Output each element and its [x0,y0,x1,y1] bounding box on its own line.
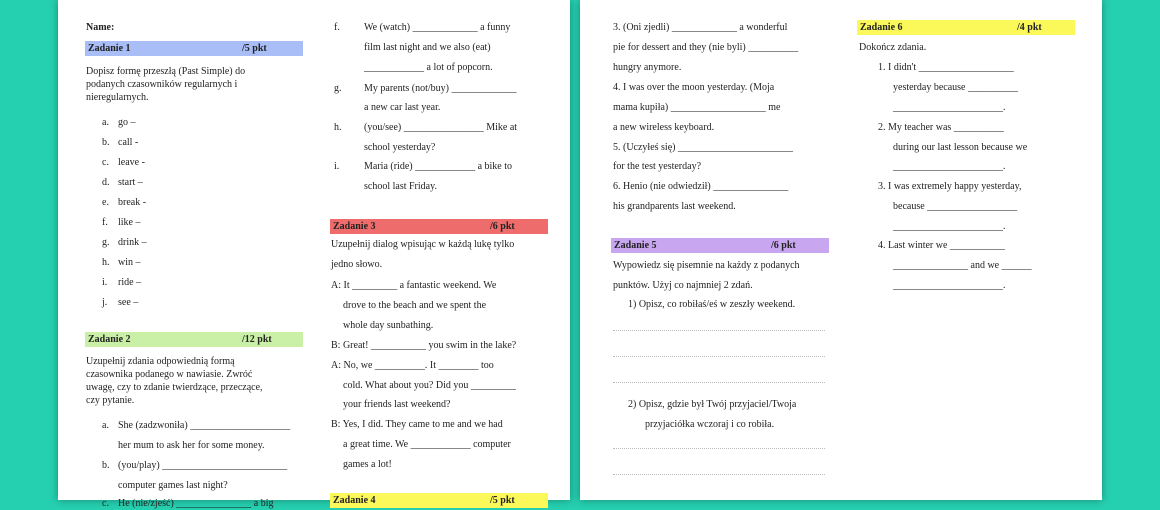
zadanie-2-instruction-line: uwagę, czy to zdanie twierdzące, przeczące, [86,382,263,393]
dialog-line: whole day sunbathing. [343,320,434,331]
list-item-letter: a. [102,420,109,431]
list-item: like – [118,217,141,228]
exercise-line: _______________ and we ______ [893,260,1032,271]
exercise-line: My parents (not/buy) _____________ [364,83,517,94]
exercise-line: (you/see) ________________ Mike at [364,122,518,133]
zadanie-6-points: /4 pkt [1017,22,1042,33]
list-item: win – [118,257,141,268]
list-item-letter: a. [102,117,109,128]
zadanie-2-instruction-line: czasownika podanego w nawiasie. Zwróć [86,369,253,380]
list-item-letter: c. [102,498,109,509]
name-label: Name: [86,22,115,33]
exercise-line: 3. I was extremely happy yesterday, [878,181,1022,192]
list-item-letter: b. [102,460,110,471]
exercise-line: ______________________. [893,221,1006,232]
exercise-line: ____________ a lot of popcorn. [364,62,493,73]
exercise-line: mama kupiła) ___________________ me [613,102,781,113]
exercise-line: hungry anymore. [613,62,682,73]
dialog-line: A: It _________ a fantastic weekend. We [331,280,497,291]
zadanie-4-header [330,493,548,508]
zadanie-4-title: Zadanie 4 [333,495,376,506]
exercise-line: 1. I didn't ___________________ [878,62,1014,73]
list-item: break - [118,197,147,208]
zadanie-2-instruction-line: Uzupełnij zdania odpowiednią formą [86,356,235,367]
zadanie-1-instruction-line: nieregularnych. [86,92,149,103]
answer-line [613,382,825,383]
zadanie-2-header [85,332,303,347]
exercise-line: 5. (Uczyłeś się) _______________________ [613,142,793,153]
list-item-letter: h. [102,257,110,268]
answer-line [613,330,825,331]
dialog-line: A: No, we __________. It ________ too [331,360,494,371]
zadanie-2-title: Zadanie 2 [88,334,131,345]
zadanie-3-instruction-line: jedno słowo. [331,259,383,270]
exercise-line: Maria (ride) ____________ a bike to [364,161,513,172]
zadanie-1-header [85,41,303,56]
exercise-line: 3. (Oni zjedli) _____________ a wonderful [613,22,788,33]
list-item-letter: b. [102,137,110,148]
zadanie-5-title: Zadanie 5 [614,240,657,251]
zadanie-1-instruction-line: Dopisz formę przeszłą (Past Simple) do [86,66,246,77]
exercise-line: She (zadzwoniła) ____________________ [118,420,291,431]
list-item-letter: h. [334,122,342,133]
zadanie-5-header [611,238,829,253]
zadanie-5-points: /6 pkt [771,240,796,251]
zadanie-5-question: przyjaciółka wczoraj i co robiła. [645,419,775,430]
exercise-line: He (nie/zjeść) _______________ a big [118,498,274,509]
exercise-line: school yesterday? [364,142,436,153]
zadanie-5-question: 2) Opisz, gdzie był Twój przyjaciel/Twoja [628,399,797,410]
exercise-line: during our last lesson because we [893,142,1028,153]
worksheet-page-1 [58,0,570,509]
answer-line [613,356,825,357]
zadanie-2-points: /12 pkt [242,334,272,345]
list-item: drink – [118,237,147,248]
exercise-line: pie for dessert and they (nie byli) __________ [613,42,799,53]
exercise-line: because __________________ [893,201,1018,212]
exercise-line: a new wireless keyboard. [613,122,715,133]
zadanie-2-instruction-line: czy pytanie. [86,395,135,406]
exercise-line: 6. Henio (nie odwiedził) _______________ [613,181,789,192]
zadanie-6-instruction: Dokończ zdania. [859,42,927,53]
list-item: call - [118,137,139,148]
zadanie-5-instruction-line: punktów. Użyj co najmniej 2 zdań. [613,280,753,291]
dialog-line: B: Great! ___________ you swim in the lake? [331,340,517,351]
list-item-letter: d. [102,177,110,188]
answer-line [613,474,825,475]
dialog-line: games a lot! [343,459,392,470]
exercise-line: ______________________. [893,280,1006,291]
list-item-letter: f. [102,217,108,228]
exercise-line: 2. My teacher was __________ [878,122,1004,133]
zadanie-6-header [857,20,1075,35]
exercise-line: a new car last year. [364,102,441,113]
dialog-line: a great time. We ____________ computer [343,439,511,450]
dialog-line: B: Yes, I did. They came to me and we had [331,419,503,430]
zadanie-3-header [330,219,548,234]
exercise-line: 4. Last winter we ___________ [878,240,1005,251]
exercise-line: (you/play) _________________________ [118,460,288,471]
exercise-line: computer games last night? [118,480,228,491]
list-item-letter: i. [102,277,108,288]
exercise-line: 4. I was over the moon yesterday. (Moja [613,82,775,93]
list-item-letter: g. [334,83,342,94]
dialog-line: your friends last weekend? [343,399,451,410]
list-item-letter: g. [102,237,110,248]
zadanie-5-instruction-line: Wypowiedz się pisemnie na każdy z podanych [613,260,800,271]
exercise-line: yesterday because __________ [893,82,1018,93]
exercise-line: for the test yesterday? [613,161,702,172]
zadanie-3-points: /6 pkt [490,221,515,232]
dialog-line: drove to the beach and we spent the [343,300,487,311]
zadanie-6-title: Zadanie 6 [860,22,903,33]
exercise-line: her mum to ask her for some money. [118,440,265,451]
exercise-line: ______________________. [893,102,1006,113]
list-item: see – [118,297,139,308]
zadanie-4-points: /5 pkt [490,495,515,506]
dialog-line: cold. What about you? Did you _________ [343,380,516,391]
worksheet-page-2 [580,0,1102,500]
zadanie-1-title: Zadanie 1 [88,43,131,54]
zadanie-3-instruction-line: Uzupełnij dialog wpisując w każdą lukę tylko [331,239,515,250]
list-item-letter: i. [334,161,340,172]
list-item-letter: c. [102,157,109,168]
exercise-line: school last Friday. [364,181,437,192]
list-item: start – [118,177,143,188]
list-item-letter: j. [102,297,108,308]
zadanie-1-points: /5 pkt [242,43,267,54]
zadanie-3-title: Zadanie 3 [333,221,376,232]
list-item: go – [118,117,136,128]
list-item: ride – [118,277,142,288]
answer-line [613,448,825,449]
list-item: leave - [118,157,145,168]
zadanie-1-instruction-line: podanych czasowników regularnych i [86,79,238,90]
exercise-line: We (watch) _____________ a funny [364,22,511,33]
exercise-line: film last night and we also (eat) [364,42,491,53]
list-item-letter: f. [334,22,340,33]
list-item-letter: e. [102,197,109,208]
zadanie-5-question: 1) Opisz, co robiłaś/eś w zeszły weekend. [628,299,796,310]
exercise-line: ______________________. [893,161,1006,172]
exercise-line: his grandparents last weekend. [613,201,736,212]
